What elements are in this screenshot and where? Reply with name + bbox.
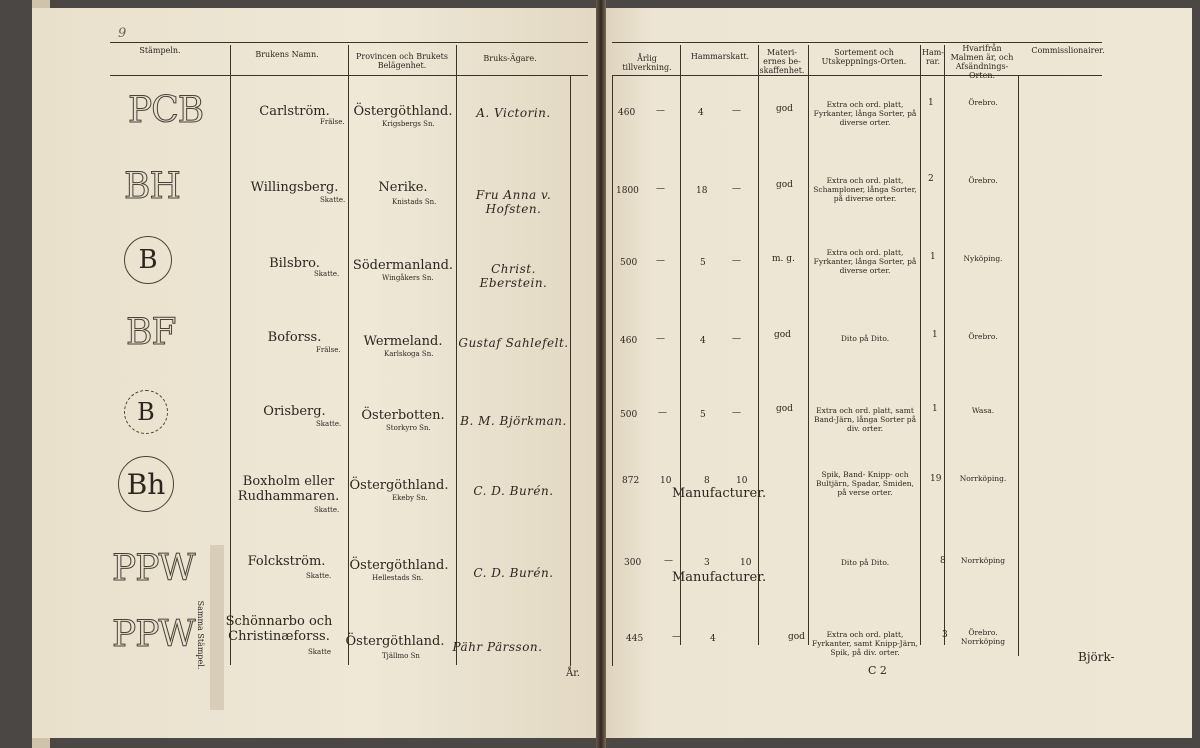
works-name: Boxholm eller Rudhammaren. [237,474,340,504]
header-owner: Bruks-Ägare. [483,54,537,63]
hammers: 3 [942,630,948,640]
parish: Knistads Sn. [392,198,437,206]
parish: Hellestads Sn. [372,574,424,582]
hammer-tax: 4 [700,336,706,346]
col-a: — [656,334,665,344]
parish: Krigsbergs Sn. [382,120,435,128]
stamp-bf: BF [126,312,176,353]
assortment: Extra och ord. platt, Fyrkanter, långa Sorter, på diverse orter. [813,100,917,127]
book-gutter [596,0,606,748]
column-rule [920,45,921,645]
hammers: 1 [932,330,938,340]
hammers: 2 [928,174,934,184]
column-rule [680,45,681,645]
hammer-tax: 8 [704,476,710,486]
works-status: Frälse. [320,118,345,126]
works-name: Carlström. [259,104,330,119]
assortment: Spik, Band- Knipp- och Bultjärn, Spadar, Smiden, på verse orter. [815,470,915,497]
origin: Nyköping. [963,254,1003,263]
quality: god [776,104,793,114]
province: Östergöthland. [349,558,449,573]
column-rule [1018,76,1019,656]
parish: Storkyro Sn. [386,424,431,432]
quality: god [774,330,791,340]
works-name: Willingsberg. [250,180,339,195]
col-b: 10 [740,558,752,568]
production: 445 [626,634,644,644]
col-a: — [664,556,673,566]
header-hammer-tax: Hammarskatt. [690,52,750,61]
assortment: Extra och ord. platt, Fyrkanter, långa Sorter, på diverse orter. [813,248,917,275]
header-commissioner: Commisslionairer. [1031,46,1105,55]
stamp-pcb: PCB [128,90,204,131]
production: 500 [620,258,638,268]
assortment: Extra och ord. platt, Schamploner, långa Sorter, på diverse orter. [813,176,917,203]
owner: Christ. Eberstein. [479,262,548,290]
column-rule [944,45,945,645]
stamp-bh: BH [124,166,180,207]
production: 872 [622,476,640,486]
header-assortment: Sortement och Utskeppnings-Orten. [821,48,907,66]
hammer-tax: 4 [710,634,716,644]
header-top-rule-right [612,42,1102,43]
page-number: 9 [118,26,127,41]
col-a: — [658,408,667,418]
works-name: Folckström. [247,554,326,569]
owner: C. D. Burén. [473,484,554,498]
header-top-rule [110,42,588,43]
col-b: — [732,334,741,344]
footer-left: År. [566,668,581,679]
col-b: — [732,256,741,266]
works-status: Skatte. [314,506,340,514]
column-rule [808,45,809,645]
column-rule [758,45,759,645]
origin: Örebro. [968,176,998,185]
brace-label: Samma Stämpel. [196,600,205,670]
assortment: Extra och ord. platt, Fyrkanter, samt Knipp-Järn, Spik, på div. orter. [812,630,918,657]
header-works: Brukens Namn. [255,50,319,59]
province: Wermeland. [363,334,443,349]
hammers: 8 [940,556,946,566]
works-name: Schönnarbo och Christinæforss. [225,614,333,644]
hammer-tax: 4 [698,108,704,118]
province: Östergöthland. [353,104,453,119]
works-status: Skatte. [314,270,340,278]
origin: Norrköping [960,556,1006,565]
col-a: — [672,632,681,642]
parish: Tjällmo Sn [382,652,420,660]
production: 300 [624,558,642,568]
hammers: 19 [930,474,942,484]
col-a: 10 [660,476,672,486]
stamp-ppw: PPW [112,548,195,589]
col-a: — [656,184,665,194]
col-b: — [732,106,741,116]
parish: Wingåkers Sn. [382,274,434,282]
column-rule [230,45,231,665]
production: 460 [620,336,638,346]
province: Södermanland. [352,258,454,273]
footer-catchword: Björk- [1078,650,1115,664]
quality: m. g. [772,254,795,264]
quality: god [788,632,805,642]
parish: Ekeby Sn. [392,494,428,502]
assortment: Dito på Dito. [840,334,890,343]
stamp-bh-crown: Bh [118,456,174,512]
footer-signature: C 2 [868,664,887,677]
manufacturer-label: Manufacturer. [672,486,767,501]
owner: B. M. Björkman. [460,414,567,428]
header-hammers: Ham-rar. [921,48,945,66]
hammers: 1 [932,404,938,414]
col-b: — [732,184,741,194]
origin: Wasa. [971,406,995,415]
works-name: Boforss. [267,330,322,345]
header-bottom-rule-right [612,75,1102,76]
stamp-b-circle: B [124,236,172,284]
hammer-tax: 3 [704,558,710,568]
header-origin: Hvarifrån Malmen är, och Afsändnings-Orten. [950,44,1014,80]
origin: Örebro. Norrköping [960,628,1006,646]
manufacturer-label: Manufacturer. [672,570,767,585]
owner: A. Victorin. [476,106,551,120]
stamp-ppw: PPW [112,614,195,655]
stamp-b-sun: B [124,390,168,434]
works-status: Frälse. [316,346,341,354]
col-a: — [656,256,665,266]
works-status: Skatte. [316,420,342,428]
owner: C. D. Burén. [473,566,554,580]
works-name: Orisberg. [263,404,326,419]
works-status: Skatte. [306,572,332,580]
quality: god [776,404,793,414]
origin: Örebro. [968,98,998,107]
province: Nerike. [378,180,428,195]
quality: god [776,180,793,190]
hammer-tax: 5 [700,258,706,268]
hammer-tax: 5 [700,410,706,420]
owner: Gustaf Sahlefelt. [458,336,569,350]
parish: Karlskoga Sn. [384,350,434,358]
column-rule [612,76,613,666]
province: Östergöthland. [349,478,449,493]
header-bottom-rule-left [110,75,588,76]
col-a: — [656,106,665,116]
hammers: 1 [930,252,936,262]
works-status: Skatte. [320,196,346,204]
header-province: Provincen och Brukets Belägenhet. [356,52,448,70]
province: Österbotten. [361,408,445,423]
production: 500 [620,410,638,420]
assortment: Dito på Dito. [840,558,890,567]
origin: Norrköping. [959,474,1007,483]
production: 1800 [616,186,639,196]
header-stamp: Stämpeln. [139,46,181,55]
assortment: Extra och ord. platt, samt Band-Järn, långa Sorter på div. orter. [813,406,917,433]
header-production: Årlig tillverkning. [622,54,672,72]
owner: Pähr Pärsson. [452,640,543,654]
owner: Fru Anna v. Hofsten. [475,188,552,216]
works-status: Skatte [308,648,331,656]
production: 460 [618,108,636,118]
hammer-tax: 18 [696,186,708,196]
works-name: Bilsbro. [269,256,320,271]
col-b: — [732,408,741,418]
col-b: 10 [736,476,748,486]
hammers: 1 [928,98,934,108]
header-quality: Materi-ernes be-skaffenhet. [759,48,805,75]
origin: Örebro. [968,332,998,341]
province: Östergöthland. [345,634,445,649]
